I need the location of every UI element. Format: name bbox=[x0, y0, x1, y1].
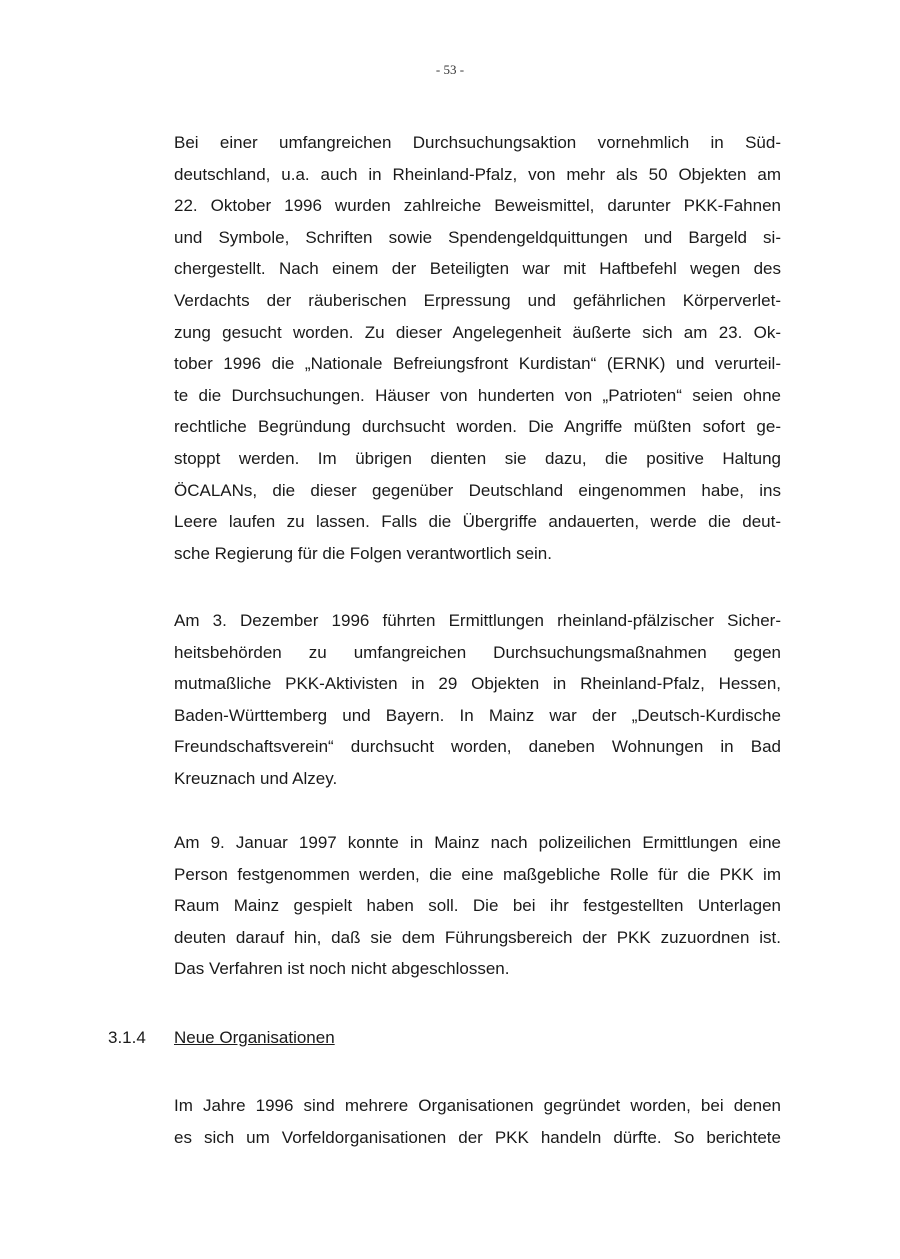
text-line: Baden-Württemberg und Bayern. In Mainz war der „Deutsch-Kurdische bbox=[174, 705, 781, 725]
text-line: deuten darauf hin, daß sie dem Führungsbereich der PKK zuzuordnen ist. bbox=[174, 927, 781, 947]
text-line: Verdachts der räuberischen Erpressung und gefährlichen Körperverlet- bbox=[174, 290, 781, 310]
text-line: Kreuznach und Alzey. bbox=[174, 768, 338, 788]
page-number: - 53 - bbox=[435, 62, 465, 77]
text-line: und Symbole, Schriften sowie Spendengeldquittungen und Bargeld si- bbox=[174, 227, 781, 247]
section-number: 3.1.4 bbox=[108, 1028, 146, 1047]
text-line: Raum Mainz gespielt haben soll. Die bei ihr festgestellten Unterlagen bbox=[174, 896, 781, 916]
text-line: Person festgenommen werden, die eine maßgebliche Rolle für die PKK im bbox=[174, 864, 781, 884]
text-line: deutschland, u.a. auch in Rheinland-Pfalz, von mehr als 50 Objekten am bbox=[174, 164, 781, 184]
section-title: Neue Organisationen bbox=[174, 1028, 335, 1047]
text-line: heitsbehörden zu umfangreichen Durchsuchungsmaßnahmen gegen bbox=[174, 642, 781, 662]
text-line: te die Durchsuchungen. Häuser von hunderten von „Patrioten“ seien ohne bbox=[174, 385, 781, 405]
paragraph-4 bbox=[174, 1090, 781, 1153]
text-line: chergestellt. Nach einem der Beteiligten war mit Haftbefehl wegen des bbox=[174, 259, 781, 279]
text-line: Am 9. Januar 1997 konnte in Mainz nach polizeilichen Ermittlungen eine bbox=[174, 833, 781, 852]
paragraph-1 bbox=[174, 127, 781, 569]
text-line: tober 1996 die „Nationale Befreiungsfront Kurdistan“ (ERNK) und verurteil- bbox=[174, 354, 781, 374]
text-line: Im Jahre 1996 sind mehrere Organisationen gegründet worden, bei denen bbox=[174, 1096, 781, 1115]
text-line: zung gesucht worden. Zu dieser Angelegenheit äußerte sich am 23. Ok- bbox=[174, 322, 781, 342]
text-line: 22. Oktober 1996 wurden zahlreiche Beweismittel, darunter PKK-Fahnen bbox=[174, 196, 781, 216]
text-line: Leere laufen zu lassen. Falls die Übergriffe andauerten, werde die deut- bbox=[174, 512, 781, 532]
text-line: mutmaßliche PKK-Aktivisten in 29 Objekten in Rheinland-Pfalz, Hessen, bbox=[174, 674, 781, 694]
text-line: ÖCALANs, die dieser gegenüber Deutschland eingenommen habe, ins bbox=[174, 480, 781, 500]
paragraph-2 bbox=[174, 605, 781, 795]
text-line: Am 3. Dezember 1996 führten Ermittlungen rheinland-pfälzischer Sicher- bbox=[174, 611, 781, 630]
text-line: stoppt werden. Im übrigen dienten sie dazu, die positive Haltung bbox=[174, 448, 781, 468]
paragraph-3 bbox=[174, 827, 781, 985]
text-line: Das Verfahren ist noch nicht abgeschlossen. bbox=[174, 959, 510, 979]
text-line: sche Regierung für die Folgen verantwortlich sein. bbox=[174, 543, 552, 563]
text-line: es sich um Vorfeldorganisationen der PKK handeln dürfte. So berichtete bbox=[174, 1127, 781, 1147]
section-heading bbox=[0, 1022, 900, 1054]
text-line: Freundschaftsverein“ durchsucht worden, daneben Wohnungen in Bad bbox=[174, 737, 781, 757]
text-line: Bei einer umfangreichen Durchsuchungsaktion vornehmlich in Süd- bbox=[174, 133, 781, 152]
text-line: rechtliche Begründung durchsucht worden. Die Angriffe müßten sofort ge- bbox=[174, 417, 781, 437]
